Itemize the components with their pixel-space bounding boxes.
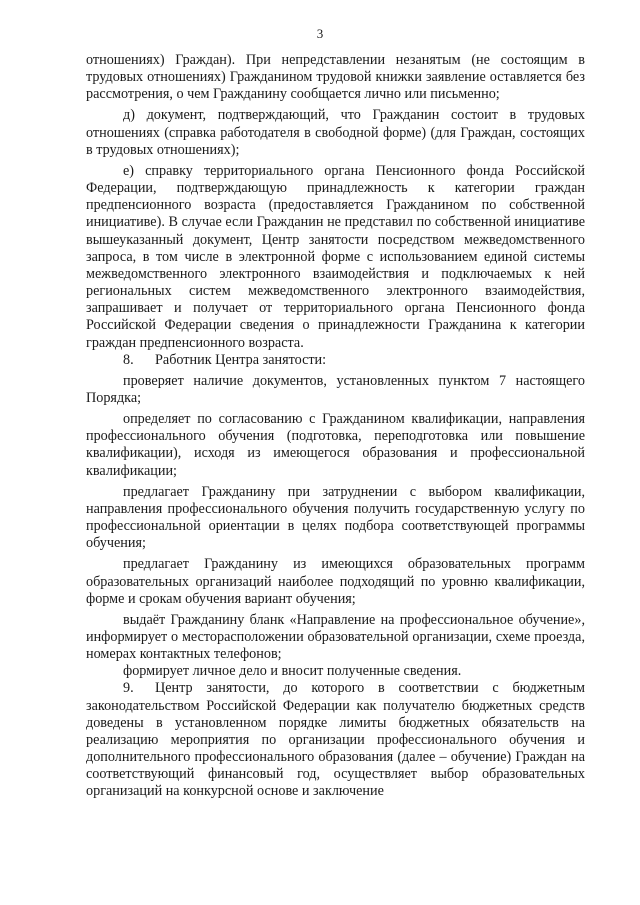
paragraph-clause-8	[86, 352, 585, 369]
paragraph-check-documents: проверяет наличие документов, установленных пунктом 7 настоящего Порядка;	[86, 372, 585, 406]
paragraph-issue-form: выдаёт Гражданину бланк «Направление на профессиональное обучение», информирует о месторасположении образовательной организации, схеме проезда, номерах контактных телефонов;	[86, 611, 585, 663]
clause-number: 8.	[123, 351, 134, 368]
paragraph-item-d: д) документ, подтверждающий, что Гражданин состоит в трудовых отношениях (справка работодателя в свободной форме) (для Граждан, состоящих в трудовых отношениях);	[86, 107, 585, 158]
paragraph-offer-programs: предлагает Гражданину из имеющихся образовательных программ образовательных организаций наиболее подходящий по уровню квалификации, форме и срокам обучения вариант обучения;	[86, 556, 585, 607]
paragraph-determine-qualification: определяет по согласованию с Гражданином квалификации, направления профессионального обучения (подготовка, переподготовка или повышение квалификации), исходя из имеющегося образования и профессиональной квалификации;	[86, 411, 585, 479]
page-number: 3	[316, 26, 324, 41]
paragraph-offer-orientation: предлагает Гражданину при затруднении с выбором квалификации, направления профессионального обучения получить государственную услугу по профессиональной ориентации в целях подбора соответствующей программы обучения;	[86, 483, 585, 552]
paragraph-clause-9	[86, 680, 585, 800]
clause-number: 9.	[123, 680, 134, 697]
paragraph-continuation: отношениях) Граждан). При непредставлении незанятым (не состоящим в трудовых отношениях) Гражданином трудовой книжки заявление оставляется без рассмотрения, о чем Гражданину сообщается лично или письменно;	[86, 52, 585, 103]
clause-text: Центр занятости, до которого в соответствии с бюджетным законодательством Российской Федерации как получателю бюджетных средств доведены в установленном порядке лимиты бюджетных обязательств на реализацию мероприятия по организации профессионального обучения и дополнительного профессионального образования (далее – обучение) Граждан на соответствующий финансовый год, осуществляет выбор образовательных организаций на конкурсной основе и заключение	[86, 680, 585, 800]
clause-text: Работник Центра занятости:	[155, 351, 327, 368]
paragraph-personal-file: формирует личное дело и вносит полученные сведения.	[123, 663, 462, 680]
document-body	[86, 52, 585, 801]
paragraph-item-e: е) справку территориального органа Пенсионного фонда Российской Федерации, подтверждающую принадлежность к категории граждан предпенсионного возраста (предоставляется Гражданином по собственной инициативе). В случае если Гражданин не представил по собственной инициативе вышеуказанный документ, Центр занятости посредством межведомственного запроса, в том числе в электронной форме с использованием единой системы межведомственного электронного взаимодействия и подключаемых к ней региональных систем межведомственного электронного взаимодействия, запрашивает и получает от территориального органа Пенсионного фонда Российской Федерации сведения о принадлежности Гражданина к категории граждан предпенсионного возраста.	[86, 162, 585, 351]
